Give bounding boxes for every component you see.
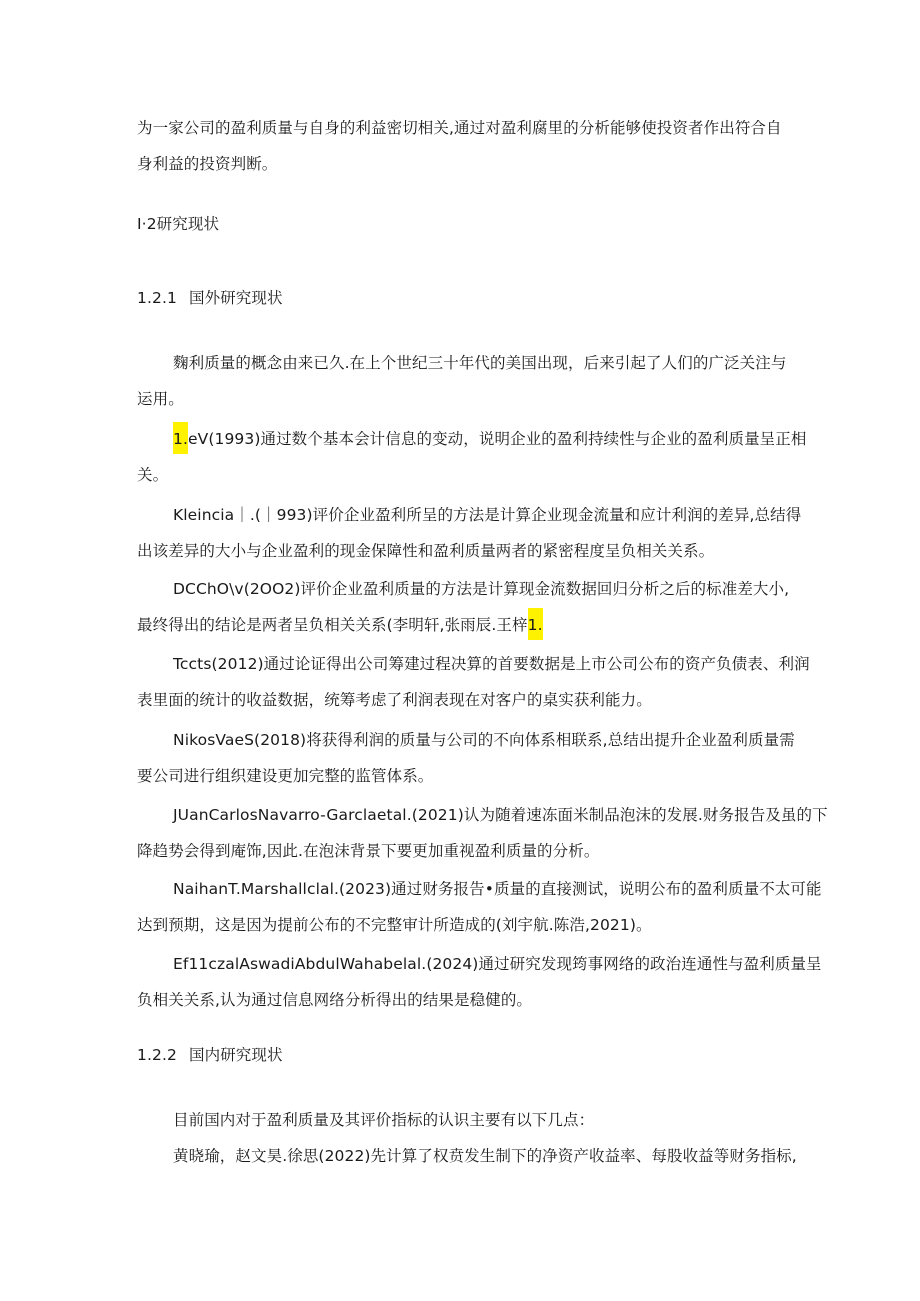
paragraph-4-text: 最终得出的结论是两者呈负相关关系(李明轩,张雨辰.王梓 [137,616,528,634]
paragraph-2-line-1 [173,429,806,449]
paragraph-7-line-2: 降趋势会得到庵饰,因此.在泡沫背景下要更加重视盈利质量的分析。 [137,842,600,860]
paragraph-5-line-2: 表里面的统计的收益数据，统筹考虑了利润表现在对客户的桌实获利能力。 [137,691,652,709]
paragraph-8-line-1: NaihanT.Marshallclal.(2023)通过财务报告•质量的直接测试，说明公布的盈利质量不太可能 [173,880,822,898]
paragraph-10-line-1: 目前国内对于盈利质量及其评价指标的认识主要有以下几点： [173,1111,595,1129]
paragraph-4-line-1: DCChO\v(2OO2)评价企业盈利质量的方法是计算现金流数据回归分析之后的标准差大小, [173,580,790,598]
paragraph-2-text: eV(1993)通过数个基本会计信息的变动，说明企业的盈利持续性与企业的盈利质量呈正相 [188,430,807,448]
paragraph-4-line-2 [137,615,543,635]
paragraph-5-line-1: Tccts(2012)通过论证得出公司筹建过程决算的首要数据是上市公司公布的资产负债表、利润 [173,655,810,673]
paragraph-3-line-2: 出该差异的大小与企业盈利的现金保障性和盈利质量两者的紧密程度呈负相关关系。 [137,542,715,560]
paragraph-intro-line-2: 身利益的投资判断。 [137,155,278,173]
section-heading-1-2: I·2研究现状 [137,215,220,233]
paragraph-6-line-1: NikosVaeS(2018)将获得利润的质量与公司的不向体系相联系,总结出提升企业盈利质量需 [173,731,795,749]
section-heading-1-2-2 [137,1045,283,1065]
paragraph-7-line-1: JUanCarlosNavarro-Garclaetal.(2021)认为随着速冻面米制品泡沫的发展.财务报告及虽的下 [173,806,828,824]
paragraph-9-line-1: Ef11czalAswadiAbdulWahabelal.(2024)通过研究发现筠事网络的政治连通性与盈利质量呈 [173,955,822,973]
paragraph-3-line-1: Kleincia｜.(｜993)评价企业盈利所呈的方法是计算企业现金流量和应计利润的差异,总结得 [173,506,802,524]
highlight-mark: 1. [528,608,543,640]
section-title: 国内研究现状 [189,1046,283,1064]
highlight-mark: 1. [173,422,188,454]
paragraph-6-line-2: 要公司进行组织建设更加完整的监管体系。 [137,767,434,785]
paragraph-8-line-2: 达到预期，这是因为提前公布的不完整审计所造成的(刘宇航.陈浩,2021)。 [137,916,652,934]
section-heading-1-2-1 [137,288,283,308]
section-number: 1.2.2 [137,1046,177,1064]
paragraph-1-line-1: 麴利质量的概念由来已久.在上个世纪三十年代的美国出现，后来引起了人们的广泛关注与 [173,354,787,372]
section-number: 1.2.1 [137,289,177,307]
section-title: 国外研究现状 [189,289,283,307]
paragraph-9-line-2: 负相关关系,认为通过信息网络分析得出的结果是稳健的。 [137,991,533,1009]
paragraph-1-line-2: 运用。 [137,390,184,408]
paragraph-2-line-2: 关。 [137,466,169,484]
paragraph-11-line-1: 黄晓瑜，赵文昊.徐思(2022)先计算了权贲发生制下的净资产收益率、每股收益等财务指标, [173,1147,797,1165]
paragraph-intro-line-1: 为一家公司的盈利质量与自身的利益密切相关,通过对盈利腐里的分析能够使投资者作出符合自 [137,119,782,137]
